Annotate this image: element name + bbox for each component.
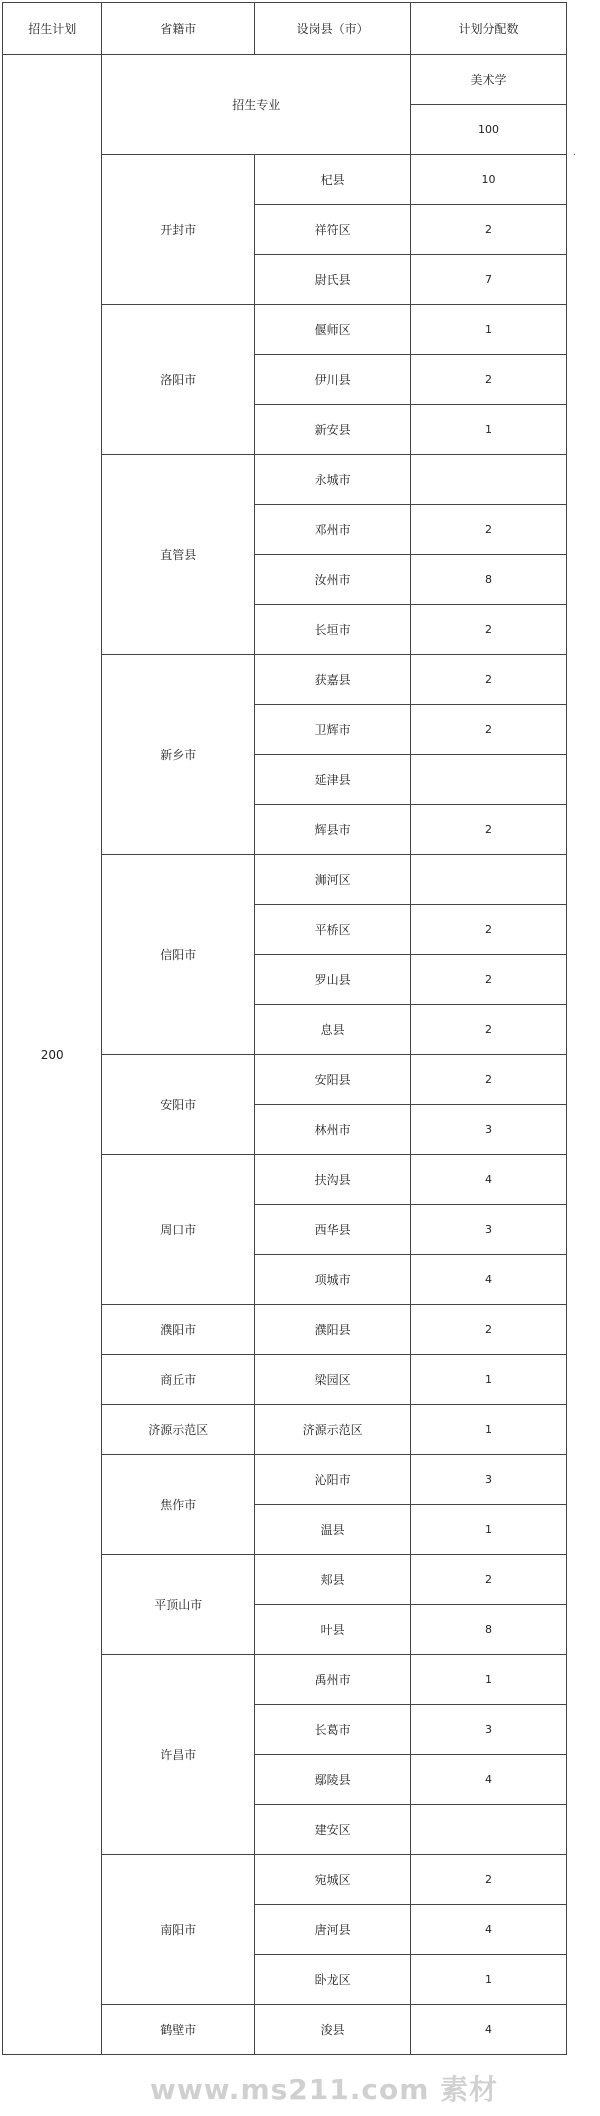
city-cell: 直管县 [102, 455, 255, 655]
quota-cell: 2 [411, 805, 567, 855]
county-cell: 卧龙区 [255, 1955, 411, 2005]
county-cell: 濮阳县 [255, 1305, 411, 1355]
county-cell: 邓州市 [255, 505, 411, 555]
county-cell: 伊川县 [255, 355, 411, 405]
major-count-cell: 100 [411, 105, 567, 155]
header-row [3, 3, 567, 55]
county-cell: 延津县 [255, 755, 411, 805]
quota-cell: 10 [411, 155, 567, 205]
quota-cell: 1 [411, 1355, 567, 1405]
county-cell: 禹州市 [255, 1655, 411, 1705]
county-cell: 建安区 [255, 1805, 411, 1855]
county-cell: 叶县 [255, 1605, 411, 1655]
county-cell: 辉县市 [255, 805, 411, 855]
county-cell: 卫辉市 [255, 705, 411, 755]
county-cell: 永城市 [255, 455, 411, 505]
county-cell: 获嘉县 [255, 655, 411, 705]
header-city: 省籍市 [102, 3, 255, 55]
county-cell: 温县 [255, 1505, 411, 1555]
major-name-cell: 美术学 [411, 55, 567, 105]
major-row [3, 55, 567, 105]
county-cell: 长垣市 [255, 605, 411, 655]
city-cell: 鹤壁市 [102, 2005, 255, 2055]
county-cell: 新安县 [255, 405, 411, 455]
city-cell: 平顶山市 [102, 1555, 255, 1655]
quota-cell: 3 [411, 1455, 567, 1505]
quota-cell: 4 [411, 1755, 567, 1805]
quota-cell: 2 [411, 355, 567, 405]
county-cell: 尉氏县 [255, 255, 411, 305]
quota-cell: 2 [411, 655, 567, 705]
county-cell: 西华县 [255, 1205, 411, 1255]
quota-cell: 7 [411, 255, 567, 305]
side-mark: · [572, 150, 576, 161]
quota-cell: 3 [411, 1105, 567, 1155]
quota-cell: 1 [411, 405, 567, 455]
total-plan-cell: 200 [3, 55, 102, 2055]
county-cell: 浉河区 [255, 855, 411, 905]
county-cell: 济源示范区 [255, 1405, 411, 1455]
county-cell: 长葛市 [255, 1705, 411, 1755]
quota-cell: 2 [411, 705, 567, 755]
county-cell: 郏县 [255, 1555, 411, 1605]
quota-cell: 8 [411, 555, 567, 605]
city-cell: 济源示范区 [102, 1405, 255, 1455]
quota-cell: 1 [411, 1655, 567, 1705]
quota-cell: 4 [411, 1255, 567, 1305]
county-cell: 杞县 [255, 155, 411, 205]
county-cell: 偃师区 [255, 305, 411, 355]
quota-cell: 1 [411, 1505, 567, 1555]
county-cell: 浚县 [255, 2005, 411, 2055]
county-cell: 汝州市 [255, 555, 411, 605]
county-cell: 宛城区 [255, 1855, 411, 1905]
city-cell: 安阳市 [102, 1055, 255, 1155]
quota-cell [411, 1805, 567, 1855]
quota-cell: 2 [411, 605, 567, 655]
quota-cell [411, 755, 567, 805]
city-cell: 洛阳市 [102, 305, 255, 455]
quota-cell: 8 [411, 1605, 567, 1655]
quota-cell: 2 [411, 1855, 567, 1905]
quota-cell: 3 [411, 1205, 567, 1255]
county-cell: 沁阳市 [255, 1455, 411, 1505]
watermark: www.ms211.com 素材 [150, 2073, 499, 2106]
county-cell: 息县 [255, 1005, 411, 1055]
quota-cell: 2 [411, 905, 567, 955]
quota-cell: 2 [411, 955, 567, 1005]
county-cell: 唐河县 [255, 1905, 411, 1955]
quota-cell: 1 [411, 1405, 567, 1455]
city-cell: 濮阳市 [102, 1305, 255, 1355]
quota-cell: 2 [411, 1305, 567, 1355]
quota-cell: 4 [411, 1155, 567, 1205]
county-cell: 林州市 [255, 1105, 411, 1155]
county-cell: 梁园区 [255, 1355, 411, 1405]
county-cell: 祥符区 [255, 205, 411, 255]
plan-table-wrapper [2, 2, 567, 2055]
quota-cell [411, 855, 567, 905]
city-cell: 焦作市 [102, 1455, 255, 1555]
county-cell: 平桥区 [255, 905, 411, 955]
city-cell: 商丘市 [102, 1355, 255, 1405]
major-label-cell: 招生专业 [102, 55, 411, 155]
city-cell: 信阳市 [102, 855, 255, 1055]
quota-cell [411, 455, 567, 505]
quota-cell: 1 [411, 1955, 567, 2005]
quota-cell: 1 [411, 305, 567, 355]
city-cell: 新乡市 [102, 655, 255, 855]
county-cell: 项城市 [255, 1255, 411, 1305]
table-body [3, 3, 567, 2055]
county-cell: 鄢陵县 [255, 1755, 411, 1805]
quota-cell: 2 [411, 1555, 567, 1605]
header-plan: 招生计划 [3, 3, 102, 55]
quota-cell: 4 [411, 2005, 567, 2055]
county-cell: 扶沟县 [255, 1155, 411, 1205]
header-county: 设岗县（市） [255, 3, 411, 55]
quota-cell: 2 [411, 1005, 567, 1055]
quota-cell: 2 [411, 1055, 567, 1105]
quota-cell: 2 [411, 505, 567, 555]
quota-cell: 2 [411, 205, 567, 255]
header-quota: 计划分配数 [411, 3, 567, 55]
city-cell: 许昌市 [102, 1655, 255, 1855]
allocation-table [2, 2, 567, 2055]
city-cell: 开封市 [102, 155, 255, 305]
city-cell: 南阳市 [102, 1855, 255, 2005]
county-cell: 安阳县 [255, 1055, 411, 1105]
quota-cell: 3 [411, 1705, 567, 1755]
quota-cell: 4 [411, 1905, 567, 1955]
city-cell: 周口市 [102, 1155, 255, 1305]
county-cell: 罗山县 [255, 955, 411, 1005]
